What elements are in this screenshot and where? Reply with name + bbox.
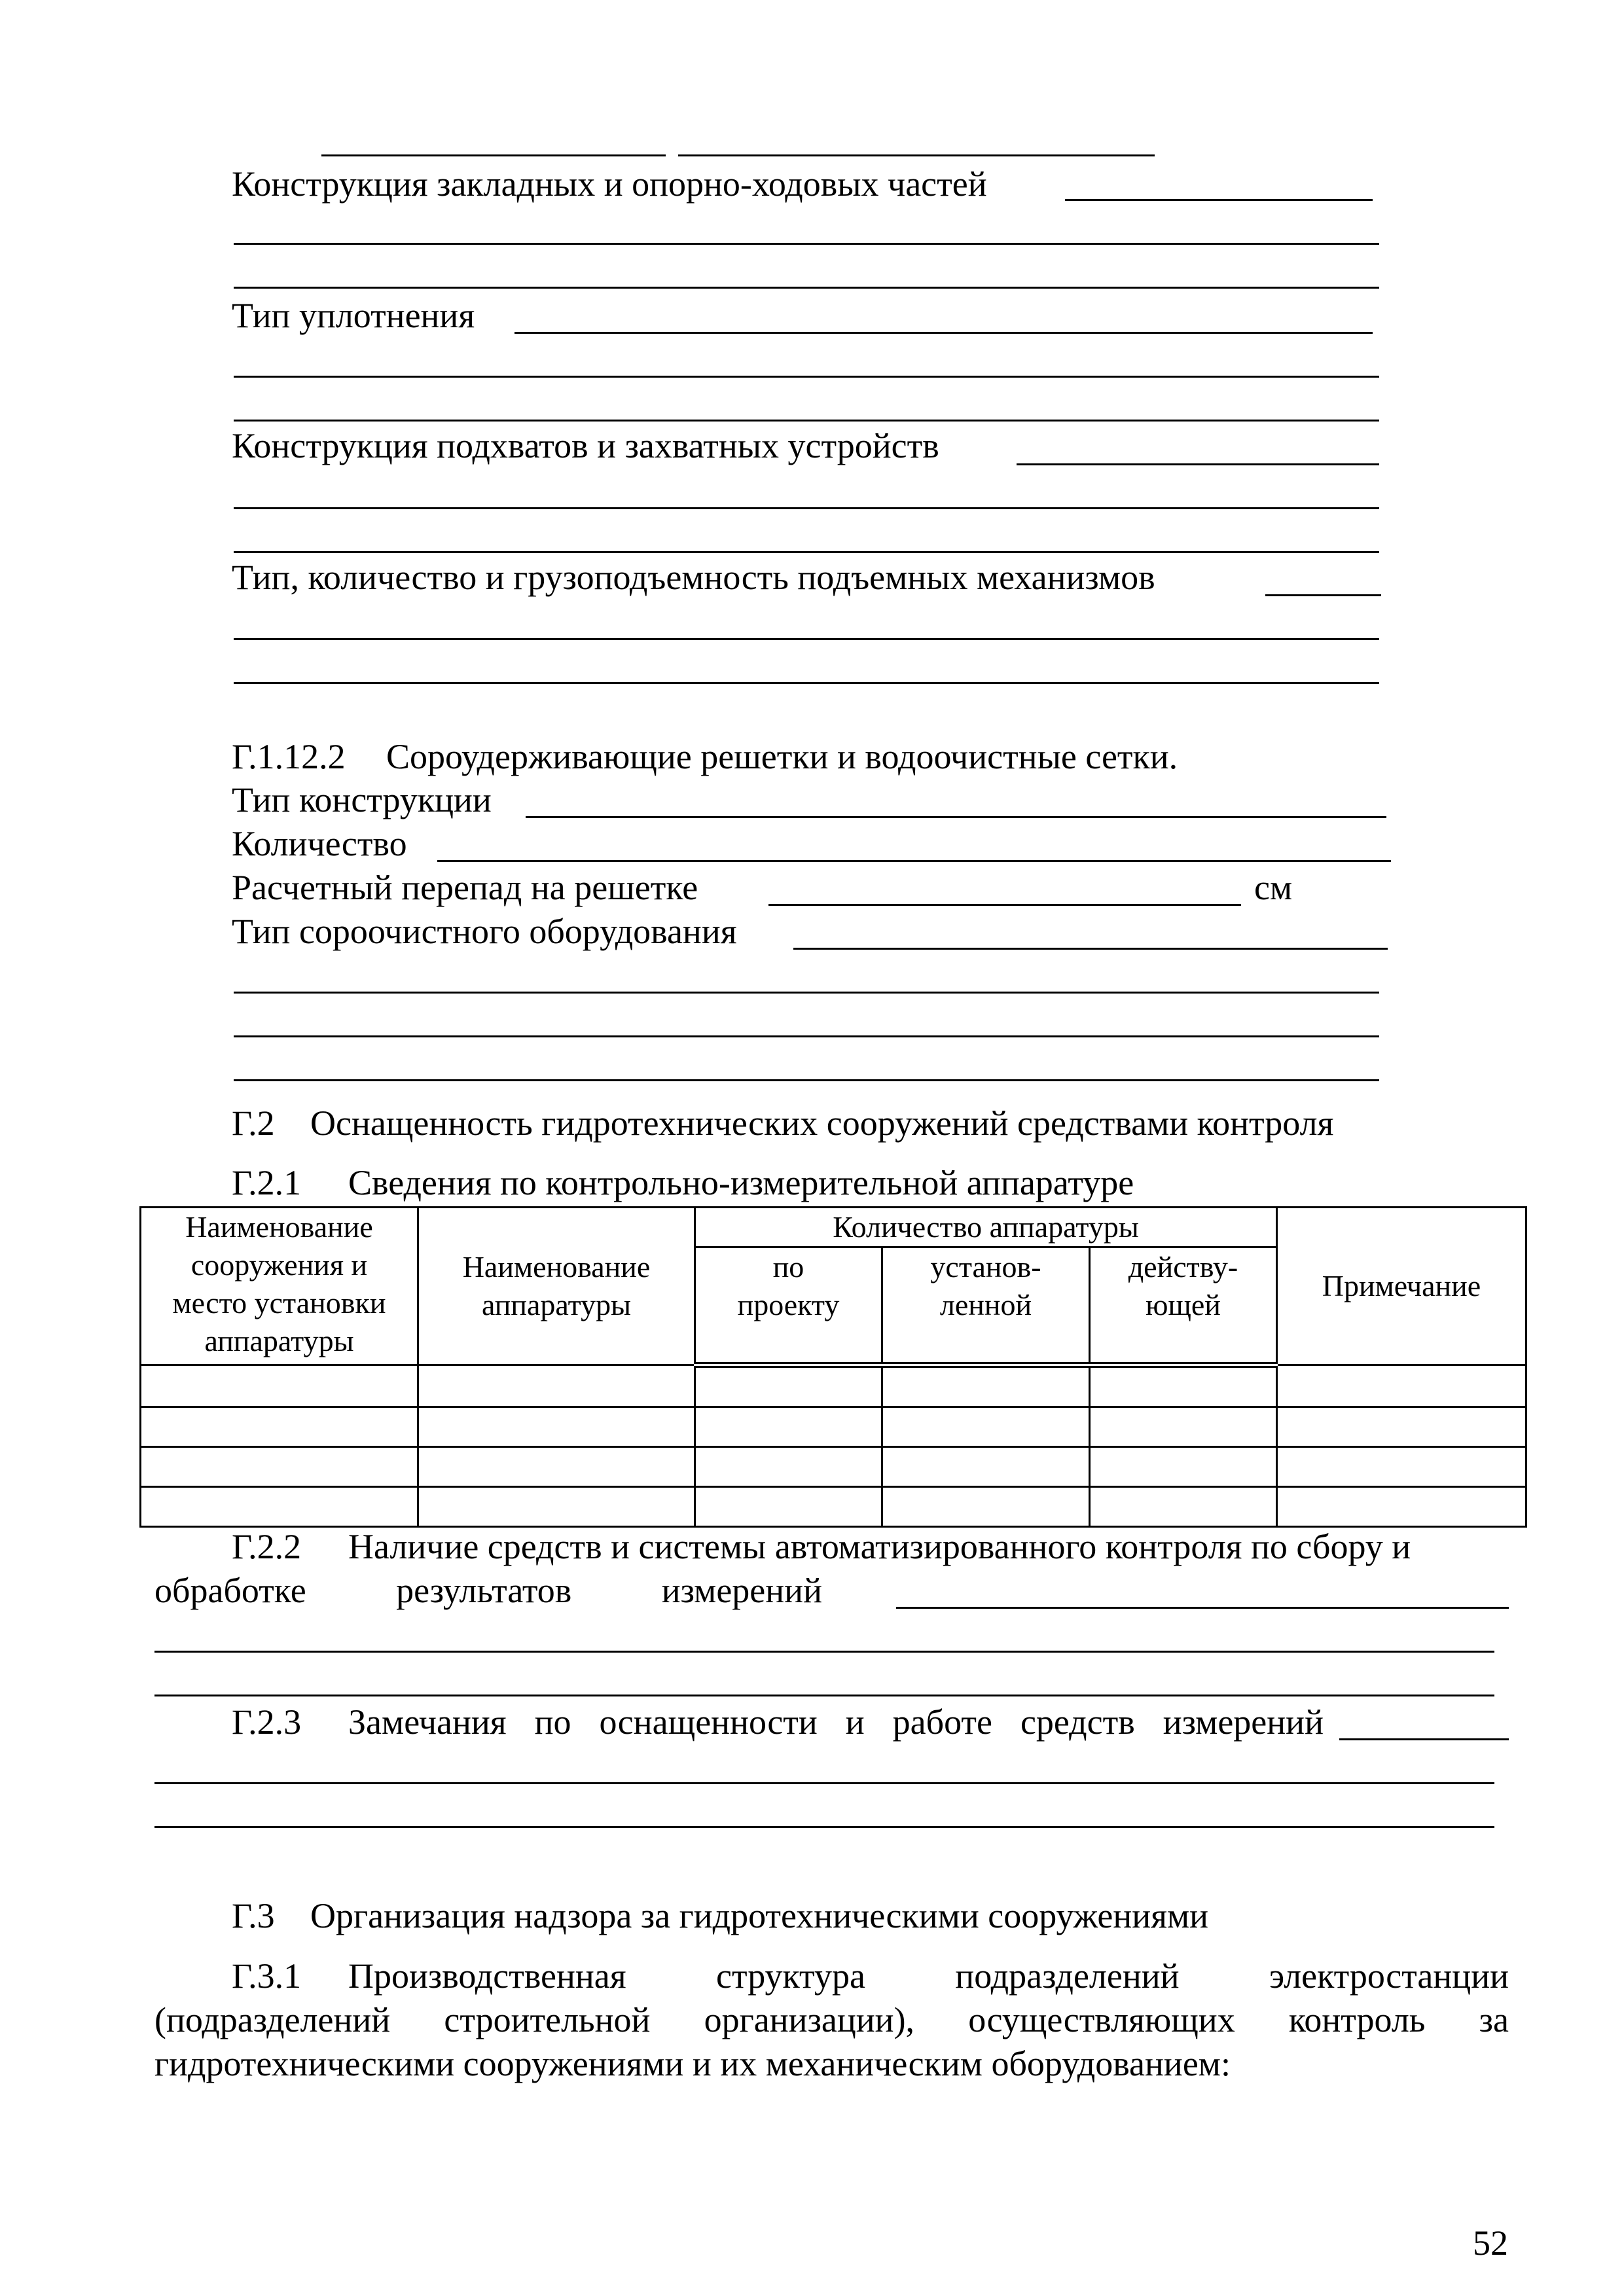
blank-line[interactable] xyxy=(1017,463,1379,465)
field-label-seal-type: Тип уплотнения xyxy=(232,296,475,335)
table-cell[interactable] xyxy=(141,1487,418,1527)
blank-line[interactable] xyxy=(1339,1738,1509,1740)
section-title: Сороудерживающие решетки и водоочистные сетки. xyxy=(386,737,1178,776)
header-installed: установ- ленной xyxy=(882,1247,1090,1365)
blank-line[interactable] xyxy=(234,243,1379,245)
blank-line[interactable] xyxy=(1265,594,1381,596)
table-cell[interactable] xyxy=(141,1365,418,1407)
table-cell[interactable] xyxy=(1090,1407,1277,1447)
table-cell[interactable] xyxy=(418,1447,695,1487)
table-cell[interactable] xyxy=(695,1407,882,1447)
section-title: Организация надзора за гидротехническими сооружениями xyxy=(310,1896,1209,1935)
blank-line[interactable] xyxy=(768,904,1241,906)
blank-line[interactable] xyxy=(154,1782,1494,1784)
field-label-quantity: Количество xyxy=(232,824,407,863)
header-operating: действу- ющей xyxy=(1090,1247,1277,1365)
paragraph-line-justified xyxy=(348,1704,1324,1740)
blank-line[interactable] xyxy=(234,376,1379,378)
field-label-construction-type: Тип конструкции xyxy=(232,780,492,819)
section-title: Сведения по контрольно-измерительной аппаратуре xyxy=(348,1163,1134,1202)
table-cell[interactable] xyxy=(1090,1487,1277,1527)
table-row xyxy=(141,1487,1526,1527)
word: контроль xyxy=(1288,2000,1426,2039)
blank-line xyxy=(321,154,666,156)
word: измерений xyxy=(1163,1702,1324,1742)
word: и xyxy=(845,1702,865,1742)
word: Производственная xyxy=(348,1956,626,1996)
header-note: Примечание xyxy=(1277,1208,1526,1365)
word: оснащенности xyxy=(599,1702,818,1742)
paragraph-line-justified xyxy=(154,2002,1509,2037)
word: осуществляющих xyxy=(968,2000,1235,2039)
blank-line[interactable] xyxy=(154,1826,1494,1828)
blank-line[interactable] xyxy=(526,816,1386,818)
word: работе xyxy=(892,1702,992,1742)
section-number: Г.2.3 xyxy=(232,1702,302,1742)
blank-line[interactable] xyxy=(437,860,1391,862)
unit-label: см xyxy=(1254,868,1293,907)
field-label-embedded-parts: Конструкция закладных и опорно-ходовых частей xyxy=(232,164,987,204)
blank-line[interactable] xyxy=(154,1695,1494,1696)
blank-line xyxy=(678,154,1155,156)
table-cell[interactable] xyxy=(1277,1407,1526,1447)
header-equipment-name: Наименование аппаратуры xyxy=(418,1208,695,1365)
blank-line[interactable] xyxy=(234,638,1379,640)
paragraph-line-justified xyxy=(154,1573,822,1608)
word: организации), xyxy=(704,2000,915,2039)
table-cell[interactable] xyxy=(1090,1365,1277,1407)
blank-line[interactable] xyxy=(234,287,1379,289)
table-cell[interactable] xyxy=(882,1447,1090,1487)
table-cell[interactable] xyxy=(1277,1365,1526,1407)
blank-line[interactable] xyxy=(793,948,1388,950)
header-structure-location: Наименование сооружения и место установки аппаратуры xyxy=(141,1208,418,1365)
field-label-grips: Конструкция подхватов и захватных устройств xyxy=(232,426,939,465)
table-cell[interactable] xyxy=(882,1487,1090,1527)
word: электростанции xyxy=(1269,1956,1509,1996)
word: структура xyxy=(716,1956,865,1996)
word: строительной xyxy=(444,2000,651,2039)
section-number: Г.2 xyxy=(232,1103,275,1143)
table-cell[interactable] xyxy=(1277,1487,1526,1527)
blank-line[interactable] xyxy=(234,420,1379,422)
table-cell[interactable] xyxy=(418,1365,695,1407)
word: обработке xyxy=(154,1571,306,1610)
section-number: Г.1.12.2 xyxy=(232,737,346,776)
section-number: Г.2.1 xyxy=(232,1163,302,1202)
blank-line[interactable] xyxy=(234,1035,1379,1037)
field-label-cleaning-equipment: Тип сороочистного оборудования xyxy=(232,912,737,951)
section-number: Г.2.2 xyxy=(232,1527,302,1566)
word: подразделений xyxy=(955,1956,1180,1996)
blank-line[interactable] xyxy=(514,332,1373,334)
table-row xyxy=(141,1407,1526,1447)
word: по xyxy=(534,1702,571,1742)
word: результатов xyxy=(396,1571,572,1610)
blank-line[interactable] xyxy=(234,551,1379,553)
blank-line[interactable] xyxy=(234,992,1379,994)
table-cell[interactable] xyxy=(695,1365,882,1407)
section-number: Г.3 xyxy=(232,1896,275,1935)
table-cell[interactable] xyxy=(882,1365,1090,1407)
table-cell[interactable] xyxy=(418,1487,695,1527)
paragraph-line: Наличие средств и системы автоматизированного контроля по сбору и xyxy=(348,1527,1411,1566)
table-row xyxy=(141,1447,1526,1487)
blank-line[interactable] xyxy=(234,1079,1379,1081)
field-label-head-drop: Расчетный перепад на решетке xyxy=(232,868,698,907)
word: за xyxy=(1479,2000,1509,2039)
paragraph-line: гидротехническими сооружениями и их механическим оборудованием: xyxy=(154,2044,1231,2083)
table-cell[interactable] xyxy=(1090,1447,1277,1487)
table-cell[interactable] xyxy=(1277,1447,1526,1487)
blank-line[interactable] xyxy=(154,1651,1494,1653)
section-number: Г.3.1 xyxy=(232,1956,302,1996)
word: Замечания xyxy=(348,1702,507,1742)
instrumentation-table xyxy=(139,1206,1527,1528)
header-by-design: по проекту xyxy=(695,1247,882,1365)
table-cell[interactable] xyxy=(695,1487,882,1527)
table-cell[interactable] xyxy=(141,1407,418,1447)
word: измерений xyxy=(661,1571,822,1610)
blank-line[interactable] xyxy=(234,682,1379,684)
section-title: Оснащенность гидротехнических сооружений средствами контроля xyxy=(310,1103,1334,1143)
table-row xyxy=(141,1365,1526,1407)
table-cell[interactable] xyxy=(418,1407,695,1447)
word: (подразделений xyxy=(154,2000,391,2039)
header-quantity-group: Количество аппаратуры xyxy=(695,1208,1277,1247)
word: средств xyxy=(1020,1702,1135,1742)
table-cell[interactable] xyxy=(695,1447,882,1487)
blank-line[interactable] xyxy=(1065,199,1373,201)
paragraph-line-justified xyxy=(348,1958,1509,1994)
page-number: 52 xyxy=(1473,2223,1508,2263)
table-cell[interactable] xyxy=(882,1407,1090,1447)
blank-line[interactable] xyxy=(234,507,1379,509)
field-label-lifting: Тип, количество и грузоподъемность подъемных механизмов xyxy=(232,558,1155,597)
table-cell[interactable] xyxy=(141,1447,418,1487)
blank-line[interactable] xyxy=(896,1607,1509,1609)
